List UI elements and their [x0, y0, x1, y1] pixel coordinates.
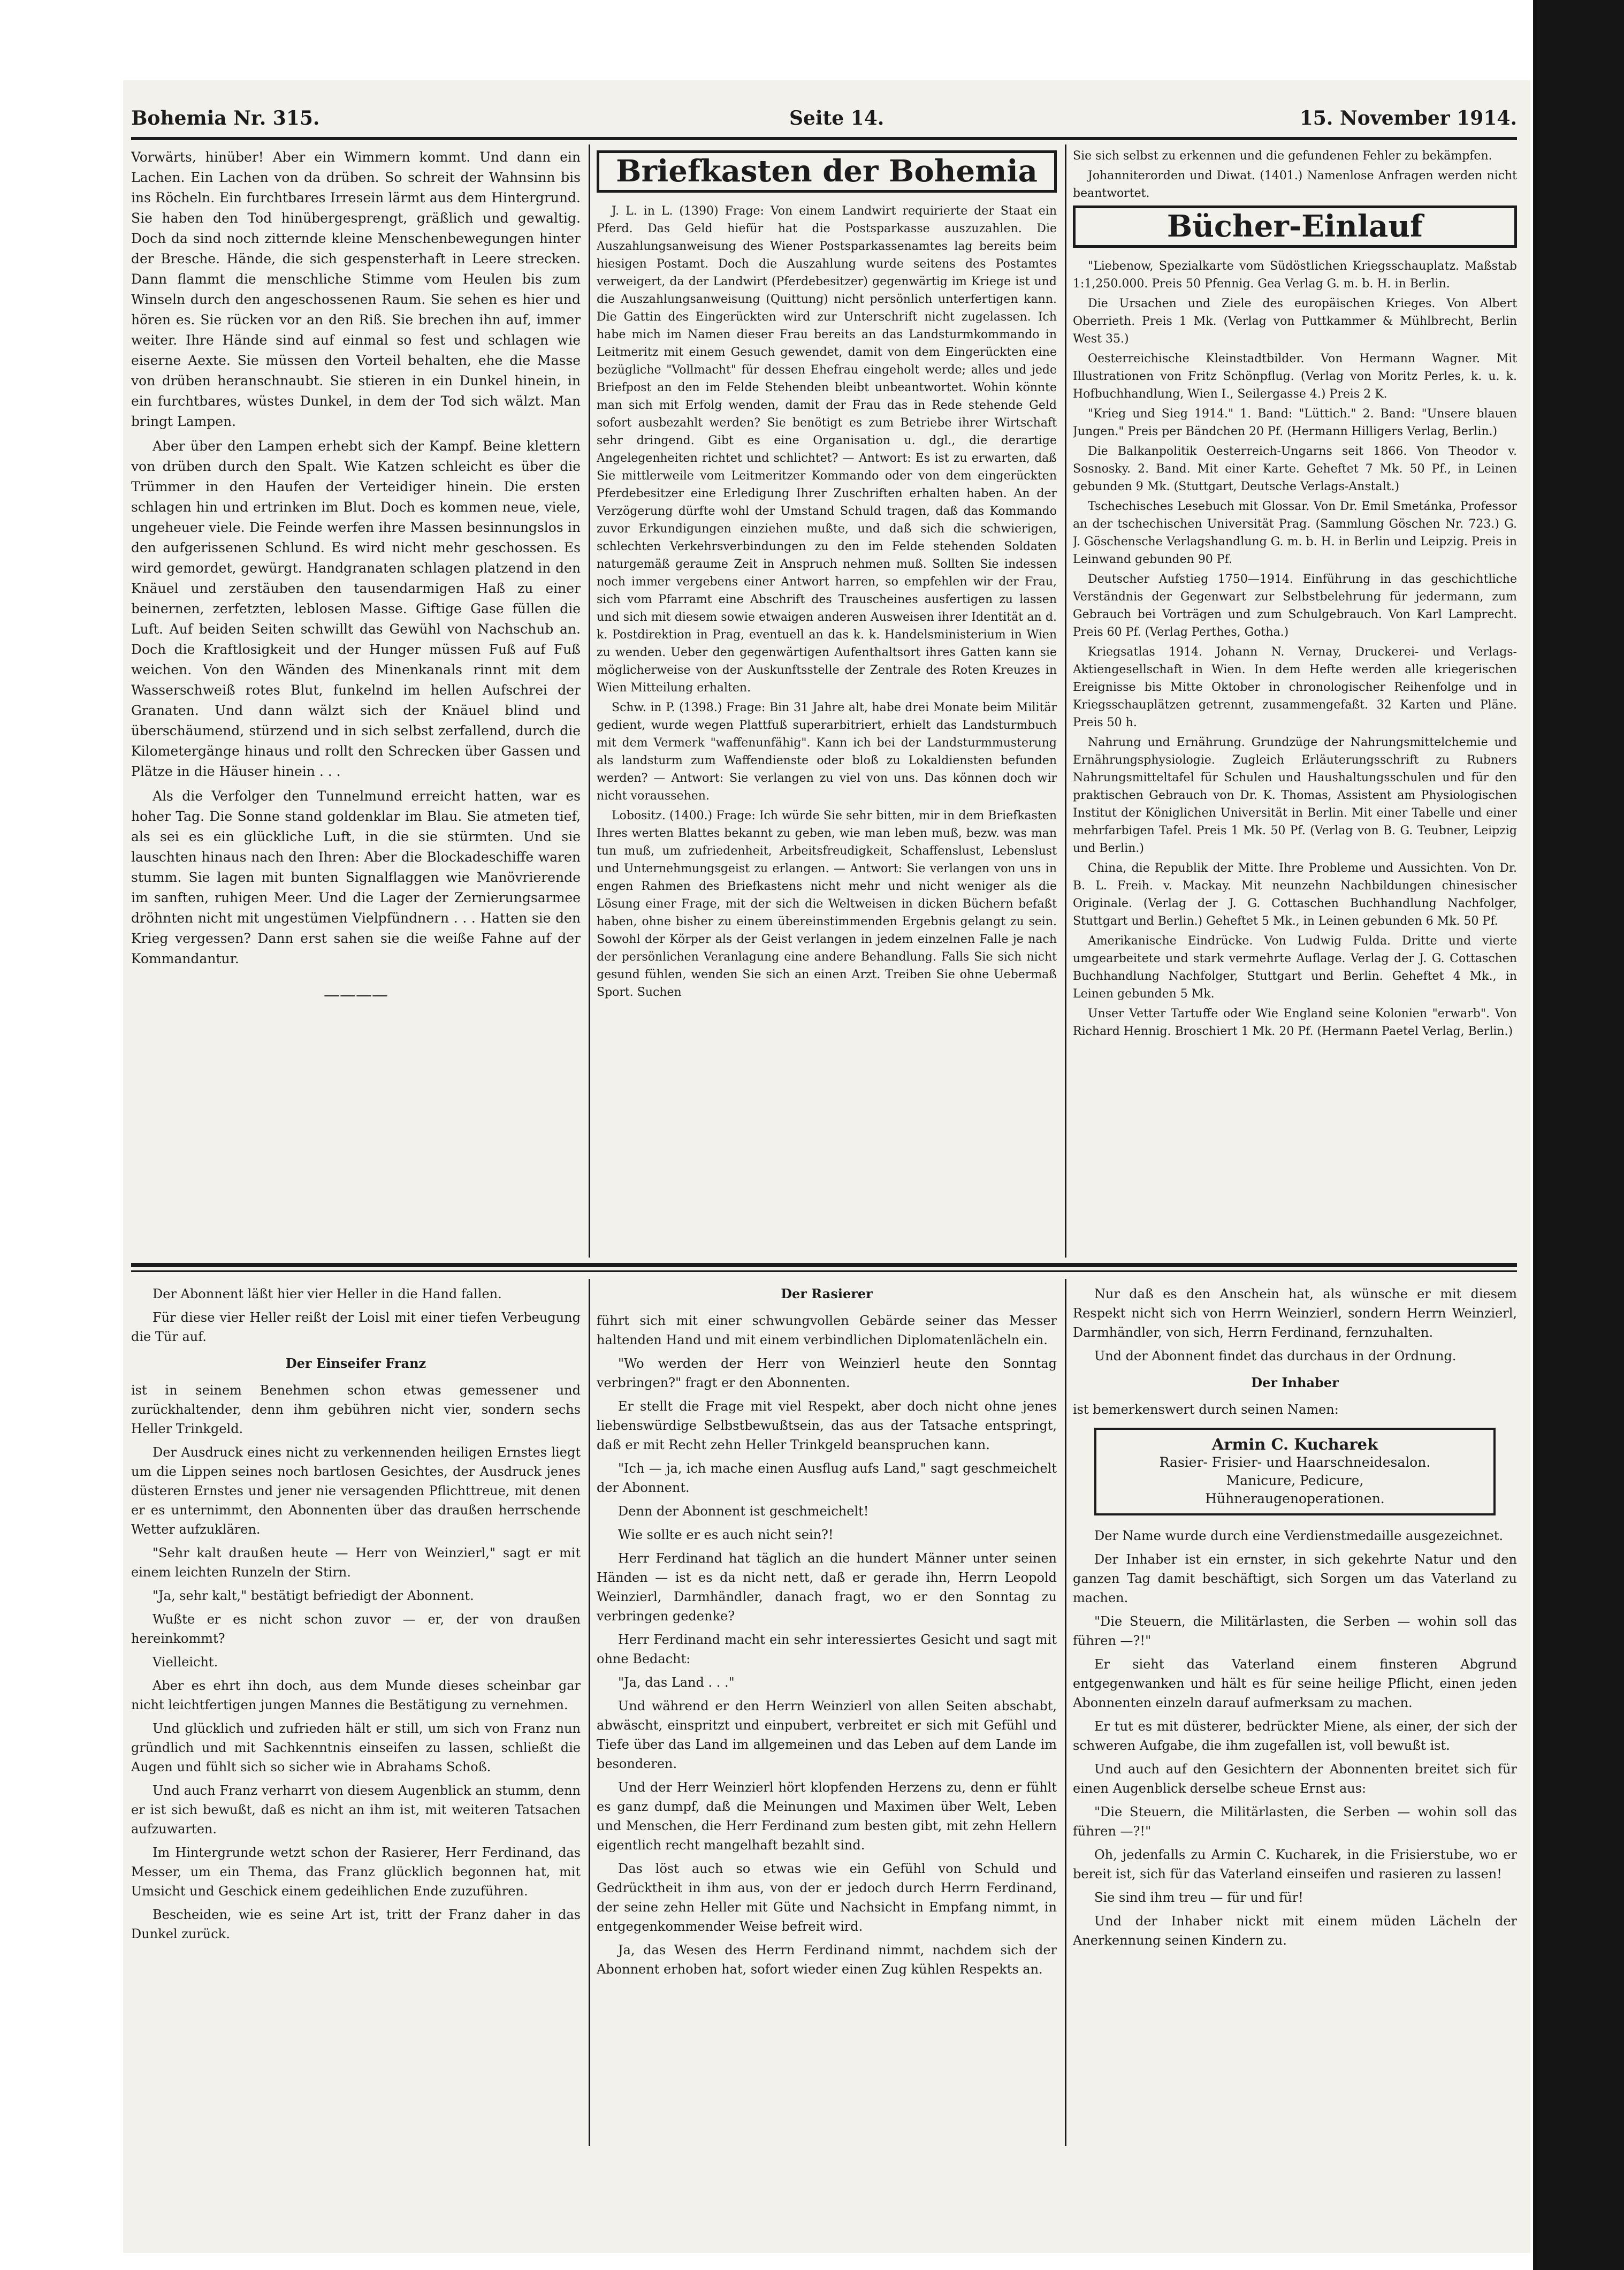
feuilleton-paragraph: Und der Inhaber nickt mit einem müden Lächeln der Anerkennung seinen Kindern zu. [1073, 1914, 1517, 1948]
briefkasten-entry: Schw. in P. (1398.) Frage: Bin 31 Jahre alt, habe drei Monate beim Militär gedient, wurde wegen Plattfuß superarbitriert, erhielt das Landsturmbuch mit dem Vermerk "waffenunfähig". Kann ich bei der Landsturmmusterung als landsturm zum Waffendienste oder bloß zu Lokaldiensten befunden werden? — Antwort: Sie verlangen zu viel von uns. Das können doch wir nicht voraussehen. [597, 701, 1057, 803]
shop-line: Rasier- Frisier- und Haarschneidesalon. [1159, 1454, 1431, 1470]
feuilleton-paragraph: Er sieht das Vaterland einem finsteren Abgrund entgegenwanken und hält es für seine heilige Pflicht, einen jeden Abonnenten einzeln darauf aufmerksam zu machen. [1073, 1657, 1517, 1710]
feuilleton-paragraph: "Sehr kalt draußen heute — Herr von Weinzierl," sagt er mit einem leichten Runzeln der Stirn. [131, 1545, 581, 1580]
feuilleton-paragraph: Für diese vier Heller reißt der Loisl mit einer tiefen Verbeugung die Tür auf. [131, 1310, 581, 1344]
book-entry: Die Ursachen und Ziele des europäischen Krieges. Von Albert Oberrieth. Preis 1 Mk. (Verlag von Puttkammer & Mühlbrecht, Berlin West 35.) [1073, 297, 1517, 346]
feuilleton-paragraph: "Ja, das Land . . ." [618, 1675, 735, 1690]
feuilleton-paragraph: "Die Steuern, die Militärlasten, die Serben — wohin soll das führen —?!" [1073, 1804, 1517, 1839]
briefkasten-notice: Johanniterorden und Diwat. (1401.) Namenlose Anfragen werden nicht beantwortet. [1073, 169, 1517, 200]
feuilleton-paragraph: Und auch auf den Gesichtern der Abonnenten breitet sich für einen Augenblick derselbe scheue Ernst aus: [1073, 1762, 1517, 1796]
feuilleton-paragraph: Er tut es mit düsterer, bedrückter Miene, als einer, der sich der schweren Aufgabe, die ihm zugefallen ist, voll bewußt ist. [1073, 1719, 1517, 1753]
book-entry: "Liebenow, Spezialkarte vom Südöstlichen Kriegsschauplatz. Maßstab 1:1,250.000. Preis 50 Pfennig. Gea Verlag G. m. b. H. in Berlin. [1073, 260, 1517, 291]
feuilleton-paragraph: Nur daß es den Anschein hat, als wünsche er mit diesem Respekt nicht sich von Herrn Weinzierl, sondern Herrn Weinzierl, Darmhändler, von sich, Herrn Ferdinand, fernzuhalten. [1073, 1286, 1517, 1340]
feuilleton-paragraph: Ja, das Wesen des Herrn Ferdinand nimmt, nachdem sich der Abonnent erhoben hat, sofort wieder einen Zug kühlen Respekts an. [597, 1943, 1057, 1977]
page-number: Seite 14. [789, 107, 885, 130]
shop-name: Armin C. Kucharek [1211, 1435, 1378, 1453]
book-entry: China, die Republik der Mitte. Ihre Probleme und Aussichten. Von Dr. B. L. Freih. v. Mackay. Mit neunzehn Nachbildungen chinesischer Originale. (Verlag der J. G. Cottaschen Buchhandlung Nachfolger, Stuttgart und Berlin.) Geheftet 5 Mk., in Leinen gebunden 6 Mk. 50 Pf. [1073, 862, 1517, 928]
column-divider [589, 144, 590, 1258]
story-paragraph: Aber über den Lampen erhebt sich der Kampf. Beine klettern von drüben durch den Spalt. Wie Katzen schleicht es über die Trümmer in den Haufen der Verteidiger hinein. Die ersten schlagen hin und ertrinken im Blut. Doch es kommen neue, viele, ungeheuer viele. Die Feinde werfen ihre Massen besinnungslos in den aufgerissenen Schlund. Es wird nicht mehr geschossen. Es wird gemordet, gewürgt. Handgranaten schlagen platzend in den Knäuel und zerstäuben den tausendarmigen Haß zu einer beinernen, zerfetzten, leblosen Masse. Giftige Gase füllen die Luft. Auf beiden Seiten schwillt das Gewühl von Nachschub an. Doch die Kraftlosigkeit und der Hunger müssen Fuß auf Fuß weichen. Von den Wänden des Minenkanals rinnt mit dem Wasserschweiß rotes Blut, funkelnd im hellen Aufschrei der Granaten. Und dann wälzt sich der Knäuel blind und überschäumend, stürzend und in sich selbst zerfallend, durch die Kilometergänge hinaus und rollt den Schrecken über Gassen und Plätze in die Häuser hinein . . . [131, 438, 581, 779]
column-divider [589, 1279, 590, 2146]
rasierer-heading: Der Rasierer [781, 1286, 873, 1301]
feuilleton-paragraph: Der Inhaber ist ein ernster, in sich gekehrte Natur und den ganzen Tag damit beschäftigt, sich Sorgen um das Vaterland zu machen. [1073, 1552, 1517, 1605]
book-entry: "Krieg und Sieg 1914." 1. Band: "Lüttich." 2. Band: "Unsere blauen Jungen." Preis per Bändchen 20 Pf. (Hermann Hilligers Verlag, Berlin.) [1073, 407, 1517, 438]
feuilleton-column-3 [1073, 1284, 1517, 2146]
feuilleton-paragraph: führt sich mit einer schwungvollen Gebärde seiner das Messer haltenden Hand und mit einem verbindlichen Diplomatenlächeln ein. [597, 1313, 1057, 1347]
buecher-title: Bücher-Einlauf [1073, 205, 1517, 248]
page-header [131, 102, 1517, 139]
shop-line: Hühneraugenoperationen. [1205, 1491, 1385, 1506]
briefkasten-title: Briefkasten der Bohemia [597, 150, 1057, 193]
briefkasten-column [597, 147, 1057, 1250]
feuilleton-paragraph: Der Ausdruck eines nicht zu verkennenden heiligen Ernstes liegt um die Lippen seines noch bartlosen Gesichtes, der Ausdruck jenes düsteren Ernstes und jener nie versagenden Pflichttreue, mit denen er es unternimmt, den Abonnenten über das draußen herrschende Wetter aufzuklären. [131, 1445, 581, 1537]
feuilleton-paragraph: Und der Herr Weinzierl hört klopfenden Herzens zu, denn er fühlt es ganz dumpf, daß die Meinungen und Maximen über Welt, Leben und Menschen, die Herr Ferdinand zum besten gibt, mit zehn Hellern eigentlich recht mangelhaft bezahlt sind. [597, 1780, 1057, 1853]
feuilleton-paragraph: Der Abonnent läßt hier vier Heller in die Hand fallen. [153, 1286, 502, 1301]
feuilleton-paragraph: Und der Abonnent findet das durchaus in der Ordnung. [1094, 1349, 1457, 1363]
buecher-column [1073, 147, 1517, 1250]
feuilleton-rule-thin [131, 1270, 1517, 1272]
header-rule [131, 137, 1517, 140]
feuilleton-paragraph: "Wo werden der Herr von Weinzierl heute den Sonntag verbringen?" fragt er den Abonnenten. [597, 1356, 1057, 1390]
feuilleton-paragraph: Und während er den Herrn Weinzierl von allen Seiten abschabt, abwäscht, einspritzt und einpubert, verbreitet er sich mit Gefühl und Tiefe über das Land im allgemeinen und das Leben auf dem Lande im besonderen. [597, 1698, 1057, 1771]
issue-date: 15. November 1914. [1299, 107, 1517, 130]
feuilleton-paragraph: Aber es ehrt ihn doch, aus dem Munde dieses scheinbar gar nicht leichtfertigen jungen Mannes die Bestätigung zu vernehmen. [131, 1678, 581, 1712]
feuilleton-paragraph: Sie sind ihm treu — für und für! [1094, 1890, 1303, 1905]
column-divider [1065, 1279, 1066, 2146]
feuilleton-paragraph: "Die Steuern, die Militärlasten, die Serben — wohin soll das führen —?!" [1073, 1614, 1517, 1648]
feuilleton-paragraph: Er stellt die Frage mit viel Respekt, aber doch nicht ohne jenes liebenswürdige Selbstbewußtsein, das aus der Tatsache entspringt, daß er mit Recht zehn Heller Trinkgeld beanspruchen kann. [597, 1399, 1057, 1452]
book-entry: Kriegsatlas 1914. Johann N. Vernay, Druckerei- und Verlags-Aktiengesellschaft in Wien. In dem Hefte werden alle kriegerischen Ereignisse bis Mitte Oktober in chronologischer Reihenfolge und in Kriegsschauplätzen getrennt, zusammengefaßt. 32 Karten und Pläne. Preis 50 h. [1073, 645, 1517, 729]
story-paragraph: Als die Verfolger den Tunnelmund erreicht hatten, war es hoher Tag. Die Sonne stand goldenklar im Blau. Sie atmeten tief, als sei es ein glückliche Luft, in die sie stürmten. Und sie lauschten hinaus nach den Ihren: Aber die Blockadeschiffe waren stumm. Sie lagen mit bunten Signalflaggen wie Manövrierende im sanften, ruhigen Meer. Und die Lager der Zernierungsarmee dröhnten nicht mit ungestümen Vielpfündnern . . . Hatten sie den Krieg vergessen? Dann erst sahen sie die weiße Fahne auf der Kommandantur. [131, 788, 581, 966]
book-entry: Amerikanische Eindrücke. Von Ludwig Fulda. Dritte und vierte umgearbeitete und stark vermehrte Auflage. Verlag der J. G. Cottaschen Buchhandlung Nachfolger, Stuttgart und Berlin. Geheftet 4 Mk., in Leinen gebunden 5 Mk. [1073, 934, 1517, 1001]
feuilleton-rule [131, 1263, 1517, 1267]
feuilleton-column-2 [597, 1284, 1057, 2146]
book-entry: Oesterreichische Kleinstadtbilder. Von Hermann Wagner. Mit Illustrationen von Fritz Schönpflug. (Verlag von Moritz Perles, k. u. k. Hofbuchhandlung, Wien I., Seilergasse 4.) Preis 2 K. [1073, 352, 1517, 401]
feuilleton-column-1 [131, 1284, 581, 2146]
franz-heading: Der Einseifer Franz [285, 1355, 426, 1371]
feuilleton-paragraph: Und glücklich und zufrieden hält er still, um sich von Franz nun gründlich und mit Sachkenntnis einseifen zu lassen, schließt die Augen und fühlt sich so sicher wie in Abrahams Schoß. [131, 1721, 581, 1774]
story-paragraph: Vorwärts, hinüber! Aber ein Wimmern kommt. Und dann ein Lachen. Ein Lachen von da drüben. So schreit der Wahnsinn bis ins Röcheln. Ein furchtbares Irresein lärmt aus dem Hintergrund. Sie haben den Tod hinübergesprengt, gräßlich und gewaltig. Doch da sind noch zitternde kleine Menschenbewegungen hinter der Bresche. Hände, die sich gespensterhaft in Leere strecken. Dann flammt die menschliche Stimme vom Heulen bis zum Winseln durch den angeschossenen Raum. Sie sehen es hier und hören es. Sie rücken vor an den Riß. Sie brechen ihn auf, immer weiter. Ihre Hände sind auf einmal so fest und schlagen wie eiserne Aexte. Sie müssen den Vorteil behalten, ehe die Masse von drüben heranschnaubt. Sie stieren in ein Dunkel hinein, in ein furchtbares, wüstes Dunkel, in dem der Tod sich wälzt. Man bringt Lampen. [131, 149, 581, 429]
book-entry: Die Balkanpolitik Oesterreich-Ungarns seit 1866. Von Theodor v. Sosnosky. 2. Band. Mit einer Karte. Geheftet 7 Mk. 50 Pf., in Leinen gebunden 9 Mk. (Stuttgart, Deutsche Verlags-Anstalt.) [1073, 445, 1517, 493]
shop-line: Manicure, Pedicure, [1226, 1473, 1364, 1488]
feuilleton-paragraph: Der Name wurde durch eine Verdienstmedaille ausgezeichnet. [1094, 1528, 1504, 1543]
briefkasten-entry: Lobositz. (1400.) Frage: Ich würde Sie sehr bitten, mir in dem Briefkasten Ihres werten Blattes bekannt zu geben, wie man leben muß, bezw. was man tun muß, um zufriedenheit, Arbeitsfreudigkeit, Schaffenslust, Lebenslust und Unternehmungsgeist zu erlangen. — Antwort: Sie verlangen von uns in engen Rahmen des Briefkastens nicht mehr und nicht weniger als die Lösung einer Frage, mit der sich die Weltweisen in dicken Büchern befaßt haben, ohne bisher zu einem übereinstimmenden Ergebnis gelangt zu sein. Sowohl der Körper als der Geist verlangen in jedem einzelnen Falle je nach der persönlichen Veranlagung eine andere Behandlung. Falls Sie sich nicht gesund fühlen, wenden Sie sich an einen Arzt. Treiben Sie ohne Uebermaß Sport. Suchen [597, 809, 1057, 999]
feuilleton-paragraph: "Ja, sehr kalt," bestätigt befriedigt der Abonnent. [153, 1588, 474, 1603]
book-entry: Nahrung und Ernährung. Grundzüge der Nahrungsmittelchemie und Ernährungsphysiologie. Zugleich Erläuterungsschrift zu Rubners Nahrungsmitteltafel für Schulen und Haushaltungsschulen und für den praktischen Gebrauch von Dr. K. Thomas, Assistent am Physiologischen Institut der Königlichen Universität in Berlin. Mit einer Tabelle und einer mehrfarbigen Tafel. Preis 1 Mk. 50 Pf. (Verlag von B. G. Teubner, Leipzig und Berlin.) [1073, 736, 1517, 855]
feuilleton-paragraph: Vielleicht. [153, 1655, 218, 1670]
scan-border [1533, 0, 1624, 2270]
feuilleton-paragraph: Denn der Abonnent ist geschmeichelt! [618, 1504, 869, 1519]
book-entry: Deutscher Aufstieg 1750—1914. Einführung in das geschichtliche Verständnis der Gegenwart zur Selbstbelehrung für jedermann, zum Gebrauch bei Vorträgen und zum Schulgebrauch. Von Karl Lamprecht. Preis 60 Pf. (Verlag Perthes, Gotha.) [1073, 573, 1517, 639]
feuilleton-paragraph: Wußte er es nicht schon zuvor — er, der von draußen hereinkommt? [131, 1612, 581, 1646]
shop-advertisement [1094, 1428, 1496, 1515]
inhaber-heading: Der Inhaber [1251, 1375, 1339, 1390]
feuilleton-paragraph: Oh, jedenfalls zu Armin C. Kucharek, in die Frisierstube, wo er bereit ist, sich für das Vaterland einseifen und rasieren zu lassen! [1073, 1847, 1517, 1881]
briefkasten-continuation: Sie sich selbst zu erkennen und die gefundenen Fehler zu bekämpfen. [1073, 149, 1492, 163]
feuilleton-paragraph: Herr Ferdinand macht ein sehr interessiertes Gesicht und sagt mit ohne Bedacht: [597, 1632, 1057, 1666]
story-column [131, 147, 581, 1250]
feuilleton-paragraph: Herr Ferdinand hat täglich an die hundert Männer unter seinen Händen — ist es da nicht nett, daß er gerade ihn, Herrn Leopold Weinzierl, Darmhändler, danach fragt, wo er den Sonntag zu verbringen gedenke? [597, 1551, 1057, 1624]
feuilleton-paragraph: Und auch Franz verharrt von diesem Augenblick an stumm, denn er ist sich bewußt, daß es nicht an ihm ist, mit weiteren Tatsachen aufzuwarten. [131, 1783, 581, 1837]
feuilleton-paragraph: "Ich — ja, ich mache einen Ausflug aufs Land," sagt geschmeichelt der Abonnent. [597, 1461, 1057, 1495]
feuilleton-paragraph: Wie sollte er es auch nicht sein?! [618, 1527, 834, 1542]
book-entry: Tschechisches Lesebuch mit Glossar. Von Dr. Emil Smetánka, Professor an der tschechischen Universität Prag. (Sammlung Göschen Nr. 723.) G. J. Göschensche Verlagshandlung G. m. b. H. in Berlin und Leipzig. Preis in Leinwand gebunden 90 Pf. [1073, 500, 1517, 566]
feuilleton-paragraph: ist bemerkenswert durch seinen Namen: [1073, 1402, 1339, 1417]
feuilleton-paragraph: ist in seinem Benehmen schon etwas gemessener und zurückhaltender, denn ihm gebühren nicht vier, sondern sechs Heller Trinkgeld. [131, 1383, 581, 1436]
book-entry: Unser Vetter Tartuffe oder Wie England seine Kolonien "erwarb". Von Richard Hennig. Broschiert 1 Mk. 20 Pf. (Hermann Paetel Verlag, Berlin.) [1073, 1007, 1517, 1038]
column-divider [1065, 144, 1066, 1258]
feuilleton-paragraph: Bescheiden, wie es seine Art ist, tritt der Franz daher in das Dunkel zurück. [131, 1907, 581, 1941]
feuilleton-paragraph: Das löst auch so etwas wie ein Gefühl von Schuld und Gedrücktheit in ihm aus, von der er jedoch durch Herrn Ferdinand, der seine zehn Heller mit Güte und Nachsicht in Empfang nimmt, in entgegenkommender Weise befreit wird. [597, 1861, 1057, 1934]
briefkasten-entry: J. L. in L. (1390) Frage: Von einem Landwirt requirierte der Staat ein Pferd. Das Geld hiefür hat die Postsparkasse auszuzahlen. Die Auszahlungsanweisung des Wiener Postsparkassenamtes lag bereits beim hiesigen Postamt. Doch die Auszahlung wurde seitens des Postamtes verweigert, da der Landwirt (Pferdebesitzer) gegenwärtig im Kriege ist und die Auszahlungsanweisung (Quittung) nicht persönlich unterfertigen kann. Die Gattin des Eingerückten wird zur Unterschrift nicht zugelassen. Ich habe mich im Namen dieser Frau bereits an das Landsturmkommando in Leitmeritz mit einem Gesuch gewendet, damit von dem Eingerückten eine bezügliche "Vollmacht" für dessen Ehefrau eingeholt werde; alles und jede Briefpost an den im Felde Stehenden bleibt unbeantwortet. Wohin könnte man sich mit Erfolg wenden, damit der Frau das in Rede stehende Geld sofort ausbezahlt werden? Sie benötigt es zum Betriebe ihrer Wirtschaft sehr dringend. Gibt es eine Organisation u. dgl., die derartige Angelegenheiten richtet und schlichtet? — Antwort: Es ist zu erwarten, daß Sie mittlerweile vom Leitmeritzer Kommando oder von dem eingerückten Pferdebesitzer eine Erledigung Ihrer Zuschriften erhalten haben. An der Verzögerung dürfte wohl der Umstand Schuld tragen, daß das Kommando zuvor Erkundigungen einziehen mußte, und daß sich die schwierigen, schlechten Verkehrsverbindungen zu den im Felde stehenden Soldaten naturgemäß geraume Zeit in Anspruch nehmen muß. Sollten Sie indessen noch immer vergebens einer Antwort harren, so empfehlen wir der Frau, sich vom Pfarramt eine Abschrift des Trauscheines ausfertigen zu lassen und sich mit diesem sowie etwaigen anderen Ausweisen ihrer Identität an d. k. Postdirektion in Prag, eventuell an das k. k. Handelsministerium in Wien zu wenden. Ueber den gegenwärtigen Aufenthaltsort ihres Gatten kann sie möglicherweise von der Auskunftsstelle der Zentrale des Roten Kreuzes in Wien Mitteilung erhalten. [597, 204, 1057, 695]
feuilleton-paragraph: Im Hintergrunde wetzt schon der Rasierer, Herr Ferdinand, das Messer, um ein Thema, das Franz glücklich begonnen hat, mit Umsicht und Geschick einem gedeihlichen Ende zuzuführen. [131, 1845, 581, 1899]
section-rule: ———— [324, 986, 388, 1004]
issue-number: Bohemia Nr. 315. [131, 107, 320, 130]
